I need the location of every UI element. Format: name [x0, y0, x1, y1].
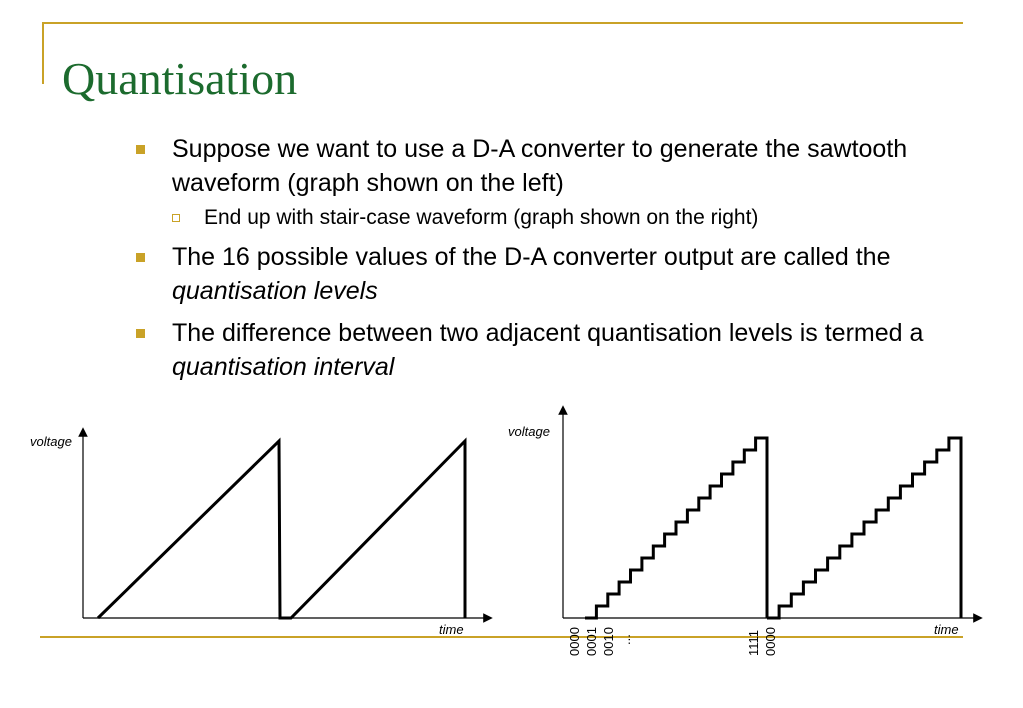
code-label: 0001: [584, 627, 599, 656]
code-label: 1111: [746, 629, 761, 656]
code-label: 0000: [567, 627, 582, 656]
slide-title: Quantisation: [62, 53, 298, 104]
bullet-italic-term: quantisation interval: [172, 353, 395, 381]
binary-code-labels: [567, 627, 778, 656]
y-axis-label: voltage: [508, 424, 550, 439]
staircase-line: [767, 438, 961, 618]
code-label: 0010: [601, 627, 616, 656]
y-axis-label: voltage: [30, 434, 72, 449]
sub-bullet-text: End up with stair-case waveform (graph shown on the right): [204, 206, 759, 229]
bullet-text: The 16 possible values of the D-A converter output are called the: [172, 243, 891, 271]
staircase-line: [585, 438, 767, 618]
code-label: ...: [618, 634, 633, 645]
bullet-text: The difference between two adjacent quantisation levels is termed a: [172, 319, 924, 347]
code-label: 0000: [763, 627, 778, 656]
bullet-text: Suppose we want to use a D-A converter to generate the sawtooth waveform (graph shown on the left): [172, 135, 908, 197]
x-axis-label: time: [934, 622, 959, 637]
x-axis-label: time: [439, 622, 464, 637]
bullet-italic-term: quantisation levels: [172, 277, 378, 305]
